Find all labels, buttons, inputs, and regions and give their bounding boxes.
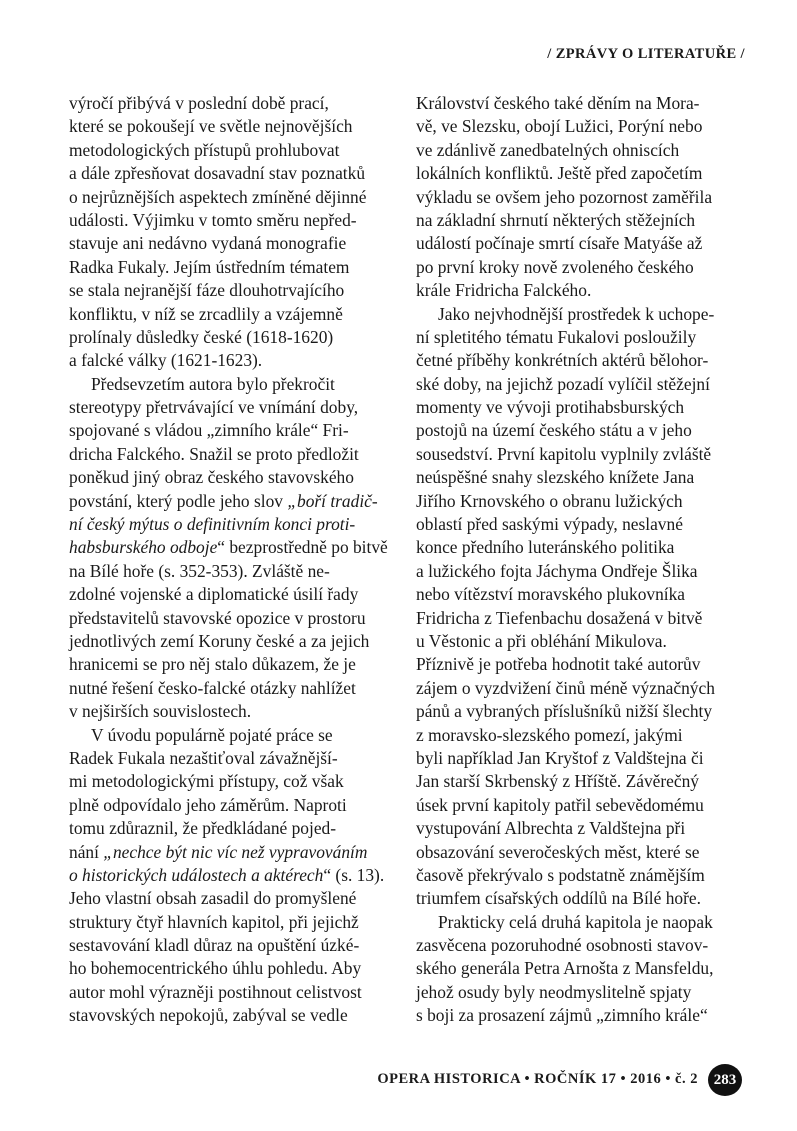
text-line: nebo vítězství moravského plukovníka: [416, 584, 686, 605]
text-line: spojované s vládou „zimního krále“ Fri-: [69, 420, 349, 441]
text-line: představitelů stavovské opozice v prostoru: [69, 607, 366, 628]
journal-citation: OPERA HISTORICA • ROČNÍK 17 • 2016 • č. 2: [377, 1071, 698, 1087]
text-segment: povstání, který podle jeho slov: [69, 490, 288, 511]
text-line: ského generála Petra Arnošta z Mansfeldu,: [416, 958, 714, 979]
text-line: pánů a vybraných příslušníků nižší šlechty: [416, 701, 713, 722]
text-line: plně odpovídalo jeho záměrům. Naproti: [69, 794, 347, 815]
text-line: triumfem císařských oddílů na Bílé hoře.: [416, 888, 701, 909]
italic-quote: o historických událostech a aktérech: [69, 864, 324, 885]
text-line: Jiřího Krnovského o obranu lužických: [416, 490, 683, 511]
text-line: sousedství. První kapitolu vyplnily zvláště: [416, 443, 712, 464]
text-line: mi metodologickými přístupy, což však: [69, 771, 344, 792]
text-line: [69, 490, 405, 513]
text-line: konfliktu, v níž se zrcadlily a vzájemně: [69, 303, 343, 324]
text-line: událostí počínaje smrtí císaře Matyáše až: [416, 233, 703, 254]
text-line: neúspěšné snahy slezského knížete Jana: [416, 467, 695, 488]
page-footer: [352, 1064, 742, 1096]
text-line: výkladu se ovšem jeho pozornost zaměřila: [416, 186, 713, 207]
text-line: sestavování kladl důraz na opuštění úzké-: [69, 935, 360, 956]
left-column: [69, 92, 405, 1028]
text-line: o nejrůznějších aspektech zmíněné dějinné: [69, 186, 367, 207]
text-line: momenty ve vývoji protihabsburských: [416, 397, 685, 418]
text-line: ho bohemocentrického úhlu pohledu. Aby: [69, 958, 362, 979]
text-line: jehož osudy byly neodmyslitelně spjaty: [416, 981, 692, 1002]
text-line: Fridricha z Tiefenbachu dosažená v bitvě: [416, 607, 703, 628]
text-line: s boji za prosazení zájmů „zimního krále“: [416, 1005, 708, 1026]
text-line: V úvodu populárně pojaté práce se: [91, 724, 333, 745]
text-line: [69, 864, 405, 887]
text-line: a dále zpřesňovat dosavadní stav poznatků: [69, 163, 366, 184]
text-line: struktury čtyř hlavních kapitol, při jejichž: [69, 911, 359, 932]
text-line: zájem o vyzdvižení činů méně význačných: [416, 677, 715, 698]
text-line: a lužického fojta Jáchyma Ondřeje Šlika: [416, 560, 698, 581]
text-line: prolínaly důsledky české (1618-1620): [69, 326, 334, 347]
text-line: vystupování Albrechta z Valdštejna při: [416, 818, 686, 839]
text-line: časově překrývalo s podstatně známějším: [416, 864, 705, 885]
text-line: Radek Fukala nezaštiťoval závažnější-: [69, 747, 338, 768]
text-line: u Věstonic a při obléhání Mikulova.: [416, 630, 667, 651]
page-number-badge: 283: [708, 1064, 742, 1096]
text-line: četné příběhy konkrétních aktérů bělohor-: [416, 350, 709, 371]
text-line: které se pokoušejí ve světle nejnovějších: [69, 116, 353, 137]
text-line: Radka Fukaly. Jejím ústředním tématem: [69, 256, 350, 277]
text-line: nutné řešení česko-falcké otázky nahlížet: [69, 677, 356, 698]
text-line: vě, ve Slezsku, obojí Lužici, Porýní nebo: [416, 116, 703, 137]
text-line: metodologických přístupů prohlubovat: [69, 139, 340, 160]
text-segment: nání: [69, 841, 104, 862]
text-line: ní spletitého tématu Fukalovi posloužily: [416, 326, 697, 347]
text-line: stereotypy přetrvávající ve vnímání doby,: [69, 397, 359, 418]
text-line: tomu zdůraznil, že předkládané pojed-: [69, 818, 337, 839]
text-line: v nejširších souvislostech.: [69, 701, 252, 722]
text-line: [69, 841, 405, 864]
italic-quote: „boří tradič-: [287, 490, 378, 511]
text-line: obsazování severočeských měst, které se: [416, 841, 700, 862]
text-line: konce předního luteránského politika: [416, 537, 675, 558]
text-line: hranicemi se pro něj stalo důkazem, že je: [69, 654, 356, 675]
text-line: Příznivě je potřeba hodnotit také autorův: [416, 654, 701, 675]
text-line: lokálních konfliktů. Ještě před započetím: [416, 163, 703, 184]
text-line: a falcké války (1621-1623).: [69, 350, 263, 371]
text-line: na Bílé hoře (s. 352-353). Zvláště ne-: [69, 560, 330, 581]
text-line: z moravsko-slezského pomezí, jakými: [416, 724, 683, 745]
text-line: poněkud jiný obraz českého stavovského: [69, 467, 354, 488]
text-line: jednotlivých zemí Koruny české a za jejich: [69, 630, 370, 651]
right-column: [416, 92, 752, 1028]
text-line: krále Fridricha Falckého.: [416, 280, 592, 301]
italic-quote: ní český mýtus o definitivním konci proti-: [69, 514, 356, 535]
italic-quote: habsburského odboje: [69, 537, 218, 558]
text-line: [69, 536, 405, 559]
text-line: zasvěcena pozoruhodné osobnosti stavov-: [416, 935, 709, 956]
text-line: Jeho vlastní obsah zasadil do promyšlené: [69, 888, 357, 909]
text-line: Království českého také děním na Mora-: [416, 93, 700, 113]
text-line: výročí přibývá v poslední době prací,: [69, 93, 329, 113]
running-head: / ZPRÁVY O LITERATUŘE /: [547, 46, 745, 62]
text-line: Jan starší Skrbenský z Hříště. Závěrečný: [416, 771, 699, 792]
text-line: dricha Falckého. Snažil se proto předložit: [69, 443, 359, 464]
text-line: události. Výjimku v tomto směru nepřed-: [69, 209, 357, 230]
text-line: Prakticky celá druhá kapitola je naopak: [438, 911, 713, 932]
text-line: zdolné vojenské a diplomatické úsilí řady: [69, 584, 359, 605]
text-line: byli například Jan Kryštof z Valdštejna či: [416, 747, 704, 768]
text-line: autor mohl výrazněji postihnout celistvost: [69, 981, 362, 1002]
text-line: po první kroky nově zvoleného českého: [416, 256, 694, 277]
text-line: oblastí před saskými výpady, neslavné: [416, 514, 683, 535]
text-line: se stala nejranější fáze dlouhotrvajícího: [69, 280, 345, 301]
text-segment: “ bezprostředně po bitvě: [217, 537, 388, 558]
text-line: Předsevzetím autora bylo překročit: [91, 373, 335, 394]
text-line: [69, 513, 405, 536]
italic-quote: „nechce být nic víc než vypravováním: [103, 841, 368, 862]
text-line: stavuje ani nedávno vydaná monografie: [69, 233, 347, 254]
text-line: stavovských nepokojů, zabýval se vedle: [69, 1005, 348, 1026]
text-line: Jako nejvhodnější prostředek k uchope-: [438, 303, 715, 324]
text-segment: “ (s. 13).: [323, 864, 385, 885]
text-line: ské doby, na jejichž pozadí vylíčil stěžejní: [416, 373, 710, 394]
text-line: na základní shrnutí některých stěžejních: [416, 209, 696, 230]
text-line: postojů na území českého státu a v jeho: [416, 420, 692, 441]
text-line: úsek první kapitoly patřil sebevědomému: [416, 794, 704, 815]
text-line: ve zdánlivě zanedbatelných ohniscích: [416, 139, 680, 160]
